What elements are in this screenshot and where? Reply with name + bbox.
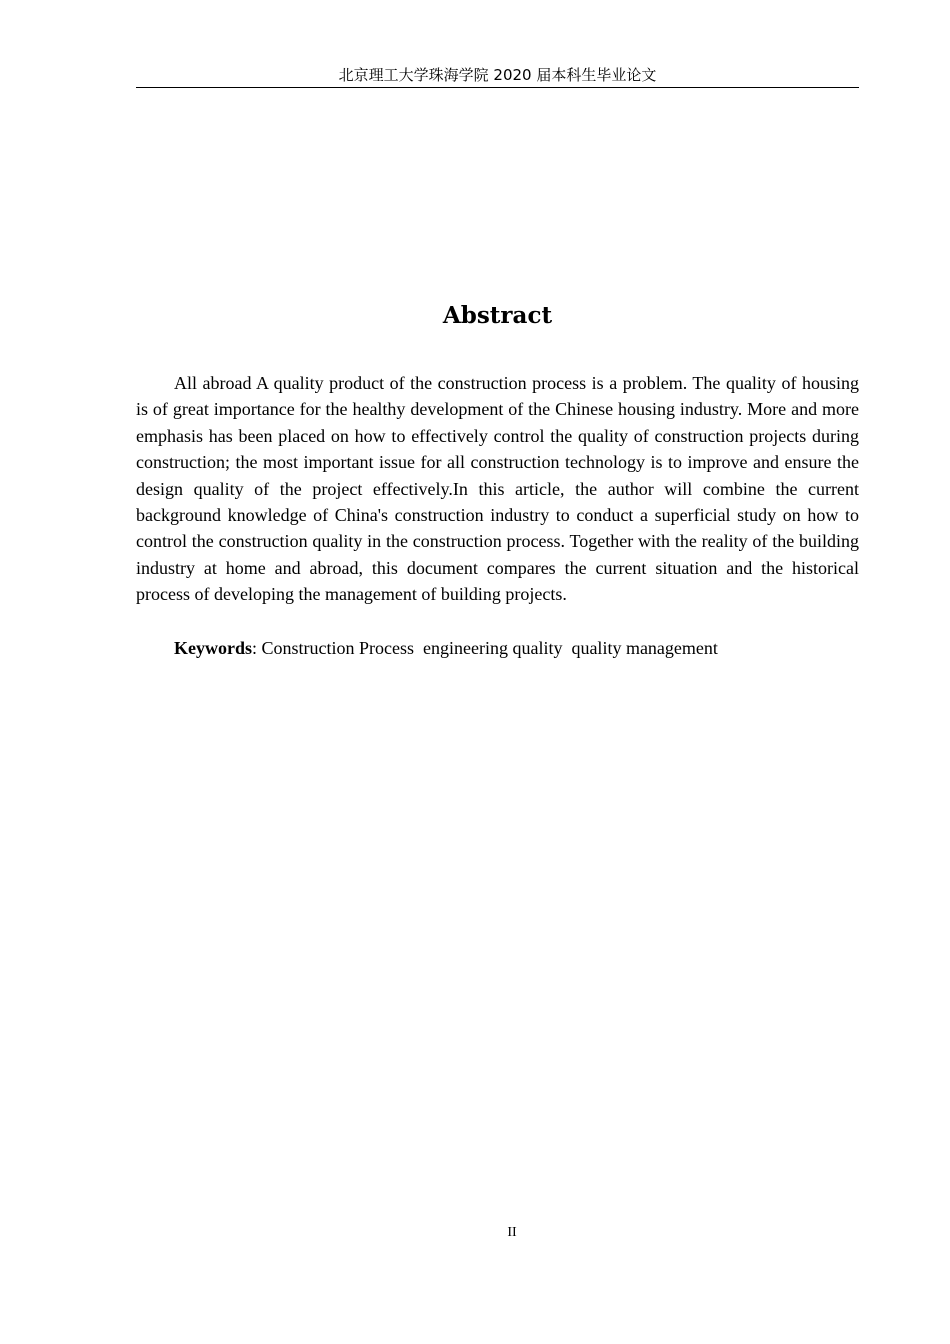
abstract-body: All abroad A quality product of the construction process is a problem. The quality of housing is of great importance for the healthy development of the Chinese housing industry. More and more emphasis has been placed on how to effectively control the quality of construction projects during construction; the most important issue for all construction technology is to improve and ensure the design quality of the project effectively.In this article, the author will combine the current background knowledge of China's construction industry to conduct a superficial study on how to control the construction quality in the construction process. Together with the reality of the building industry at home and abroad, this document compares the current situation and the historical process of developing the management of building projects. <box>136 373 859 605</box>
page-header <box>136 64 859 88</box>
keywords-label: Keywords <box>174 638 252 658</box>
header-text: 北京理工大学珠海学院 2020 届本科生毕业论文 <box>338 66 657 84</box>
keywords-text: : Construction Process engineering quality quality management <box>252 638 718 658</box>
page-number: II <box>507 1225 517 1240</box>
keywords-line <box>136 635 859 661</box>
abstract-title: Abstract <box>442 302 553 329</box>
